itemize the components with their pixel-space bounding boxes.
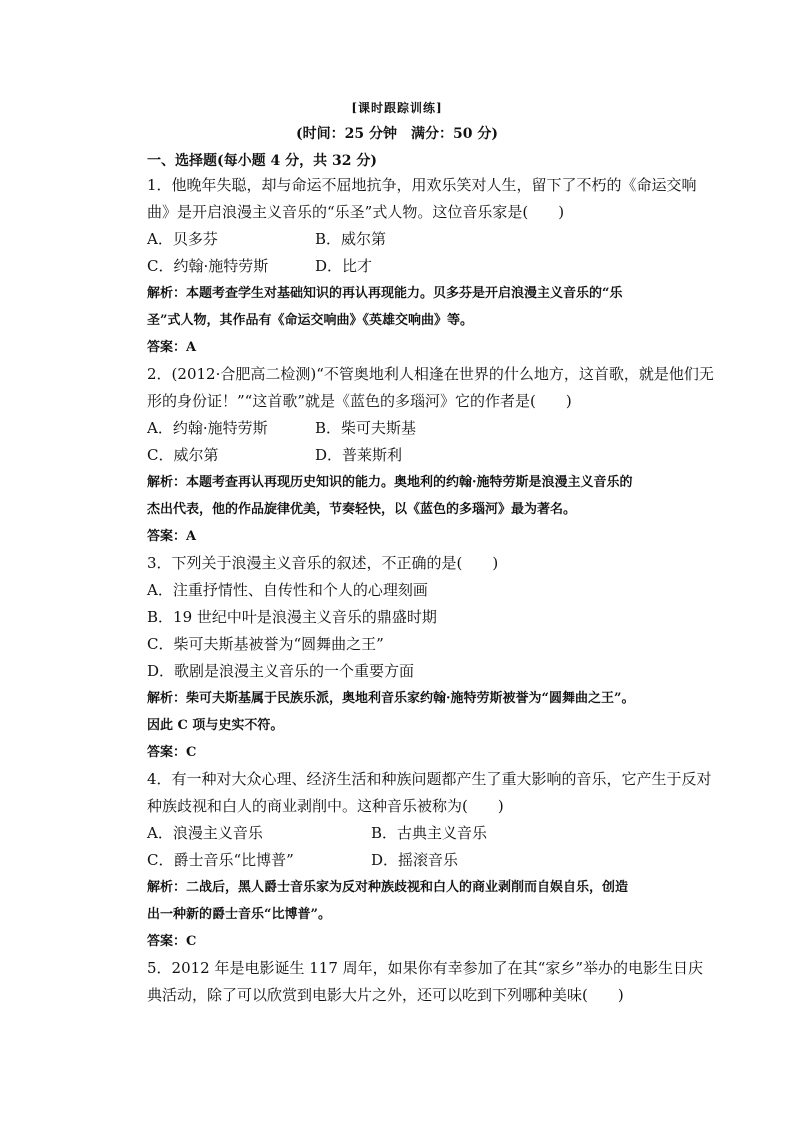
option-a: A．约翰·施特劳斯	[147, 419, 268, 437]
option-c: C．爵士音乐“比博普”	[147, 851, 294, 869]
options-row	[147, 415, 677, 442]
question-5	[147, 955, 703, 1009]
question-stem: 典活动，除了可以欣赏到电影大片之外，还可以吃到下列哪种美味( )	[147, 986, 624, 1004]
options-row	[147, 442, 677, 469]
question-stem: 3．下列关于浪漫主义音乐的叙述，不正确的是( )	[147, 554, 499, 572]
option-c: C．约翰·施特劳斯	[147, 257, 269, 275]
analysis-text: 杰出代表，他的作品旋律优美，节奏轻快，以《蓝色的多瑙河》最为著名。	[147, 502, 577, 517]
analysis-text: 解析：本题考查学生对基础知识的再认再现能力。贝多芬是开启浪漫主义音乐的“乐	[147, 286, 623, 301]
option-b: B．柴可夫斯基	[315, 419, 417, 437]
options-row	[147, 253, 677, 280]
question-stem: 曲》是开启浪漫主义音乐的“乐圣”式人物。这位音乐家是( )	[147, 203, 565, 221]
option-d: D．比才	[315, 257, 373, 275]
answer-text: 答案：A	[147, 529, 197, 544]
question-stem: 4．有一种对大众心理、经济生活和种族问题都产生了重大影响的音乐，它产生于反对	[147, 770, 712, 788]
options-row	[147, 226, 677, 253]
question-stem: 形的身份证！”“这首歌”就是《蓝色的多瑙河》它的作者是( )	[147, 392, 572, 410]
question-stem: 种族歧视和白人的商业剥削中。这种音乐被称为( )	[147, 797, 504, 815]
analysis-text: 解析：柴可夫斯基属于民族乐派，奥地利音乐家约翰·施特劳斯被誉为“圆舞曲之王”。	[147, 691, 635, 706]
section-heading: 一、选择题(每小题 4 分，共 32 分)	[147, 153, 377, 169]
question-stem: 5．2012 年是电影诞生 117 周年，如果你有幸参加了在其“家乡”举办的电影生日庆	[147, 959, 703, 977]
options-row	[147, 820, 677, 847]
options-row	[147, 847, 677, 874]
question-stem: 1．他晚年失聪，却与命运不屈地抗争，用欢乐笑对人生，留下了不朽的《命运交响	[147, 176, 697, 194]
option-c: C．威尔第	[147, 446, 219, 464]
option-d: D．普莱斯利	[315, 446, 403, 464]
analysis-text: 出一种新的爵士音乐“比博普”。	[147, 907, 331, 922]
question-4	[147, 766, 712, 955]
question-stem: 2．(2012·合肥高二检测)“不管奥地利人相逢在世界的什么地方，这首歌，就是他们无	[147, 365, 714, 383]
option-b: B．古典主义音乐	[371, 824, 488, 842]
question-list	[147, 150, 714, 1009]
option-b: B．威尔第	[315, 230, 387, 248]
page-title: [课时跟踪训练]	[351, 101, 443, 115]
option-b: B．19 世纪中叶是浪漫主义音乐的鼎盛时期	[147, 608, 437, 626]
option-a: A．贝多芬	[147, 230, 218, 248]
question-2	[147, 361, 714, 550]
answer-text: 答案：A	[147, 340, 197, 355]
analysis-text: 因此 C 项与史实不符。	[147, 718, 284, 733]
answer-text: 答案：C	[147, 934, 197, 949]
option-d: D．摇滚音乐	[371, 851, 459, 869]
analysis-text: 解析：本题考查再认再现历史知识的能力。奥地利的约翰·施特劳斯是浪漫主义音乐的	[147, 475, 633, 490]
option-a: A．浪漫主义音乐	[147, 824, 263, 842]
option-d: D．歌剧是浪漫主义音乐的一个重要方面	[147, 662, 415, 680]
analysis-text: 解析：二战后，黑人爵士音乐家为反对种族歧视和白人的商业剥削而自娱自乐，创造	[147, 880, 629, 895]
question-3	[147, 550, 677, 766]
analysis-text: 圣”式人物，其作品有《命运交响曲》《英雄交响曲》等。	[147, 313, 473, 328]
option-c: C．柴可夫斯基被誉为“圆舞曲之王”	[147, 635, 384, 653]
option-a: A．注重抒情性、自传性和个人的心理刻画	[147, 581, 428, 599]
time-score-note: (时间：25 分钟 满分：50 分)	[296, 126, 498, 142]
answer-text: 答案：C	[147, 745, 197, 760]
question-1	[147, 172, 697, 361]
